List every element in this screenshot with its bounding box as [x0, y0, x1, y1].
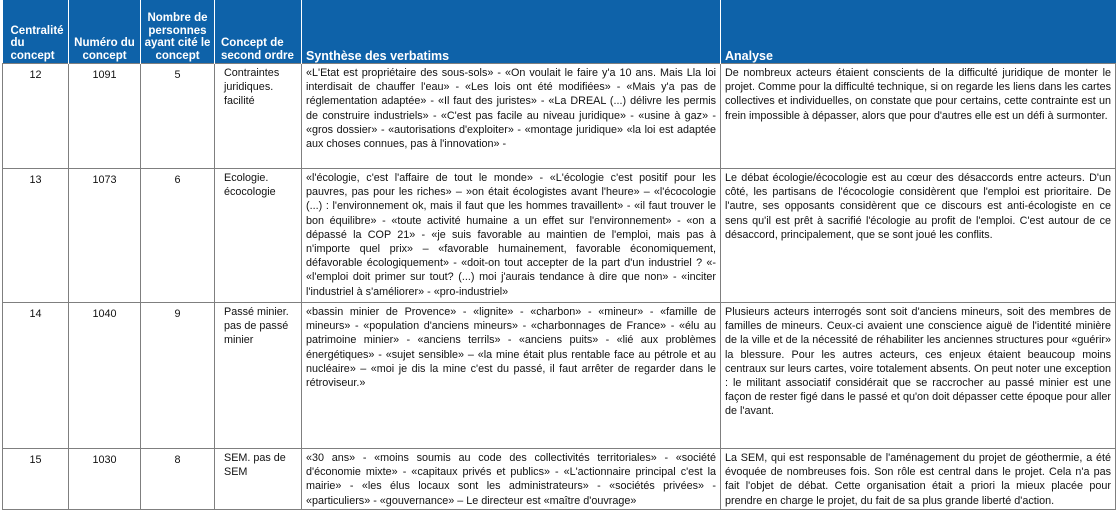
table-row [3, 64, 1116, 169]
cell-synthese: «30 ans» - «moins soumis au code des collectivités territoriales» - «société d'économie mixte» - «capitaux privés et publics» - «L'actionnaire principal c'est la mairie» - «les élus locaux sont les administrateurs» - «sociétés privées» - «particuliers» - «gouvernance» – Le directeur est «maître d'ouvrage» [302, 449, 721, 510]
cell-analyse: De nombreux acteurs étaient conscients de la difficulté juridique de monter le projet. Comme pour la difficulté technique, si on regarde les liens dans les cartes collectives et individuelles, on constate que pour certains, cette contrainte est un frein impossible à dépasser, alors que pour d'autres elle est un défi à surmonter. [721, 64, 1116, 169]
cell-analyse: Le débat écologie/écocologie est au cœur des désaccords entre acteurs. D'un côté, les partisans de l'écocologie considèrent que l'emploi est prioritaire. De l'autre, ses opposants considèrent que ce discours est anti-écologiste en ce sens qu'il est prêt à sacrifié l'écologie au profit de l'emploi. C'est autour de ce désaccord, principalement, que se sont joué les conflits. [721, 169, 1116, 303]
cell-nombre: 5 [141, 64, 215, 169]
cell-numero: 1030 [69, 449, 141, 510]
cell-synthese: «bassin minier de Provence» - «lignite» - «charbon» - «mineur» - «famille de mineurs» - «population d'anciens mineurs» - «charbonnages de France» - «élu au patrimoine minier» - «anciens terrils» - «anciens puits» - «lié aux problèmes énergétiques» - «sujet sensible» – «la mine était plus rentable face au pétrole et au nucléaire» – «moi je dis la mine c'est du passé, il faut arrêter de regarder dans le rétroviseur.» [302, 303, 721, 449]
cell-nombre: 9 [141, 303, 215, 449]
cell-analyse: Plusieurs acteurs interrogés sont soit d'anciens mineurs, soit des membres de familles de mineurs. Ceux-ci avaient une conscience aiguë de l'identité minière de la ville et de la nécessité de réhabiliter les anciennes structures pour «guérir» la blessure. Pour les autres acteurs, ces enjeux étaient beaucoup moins centraux sur leurs cartes, voire totalement absents. On peut noter une exception : le militant associatif considérait que se raccrocher au passé minier est une façon de rester figé dans le passé et qu'on doit dépasser cette époque pour aller de l'avant. [721, 303, 1116, 449]
header-numero: Numéro du concept [69, 0, 141, 64]
cell-concept: Ecologie. écocologie [215, 169, 302, 303]
cell-centralite: 15 [3, 449, 69, 510]
cell-numero: 1073 [69, 169, 141, 303]
cell-numero: 1040 [69, 303, 141, 449]
header-row [3, 0, 1116, 64]
cell-nombre: 8 [141, 449, 215, 510]
table-row [3, 303, 1116, 449]
cell-nombre: 6 [141, 169, 215, 303]
cell-concept: Passé minier. pas de passé minier [215, 303, 302, 449]
cell-numero: 1091 [69, 64, 141, 169]
table-row [3, 449, 1116, 510]
cell-analyse: La SEM, qui est responsable de l'aménagement du projet de géothermie, a été évoquée de nombreuses fois. Son rôle est central dans le projet. Cela n'a pas fait l'objet de débat. Cette organisation était a priori la mieux placée pour prendre en charge le projet, du fait de sa plus grande liberté d'action. [721, 449, 1116, 510]
cell-concept: Contraintes juridiques. facilité [215, 64, 302, 169]
table-row [3, 169, 1116, 303]
cell-centralite: 13 [3, 169, 69, 303]
cell-synthese: «l'écologie, c'est l'affaire de tout le monde» - «L'écologie c'est positif pour les pauvres, pas pour les riches» – »on était écologistes avant l'heure» – «l'écocologie (...) : l'environnement ok, mais il faut que les hommes travaillent» - «il faut trouver le bon équilibre» - «toute activité humaine a un effet sur l'environnement» - «on a dépassé la COP 21» - «je suis favorable au maintien de l'emploi, mais pas à n'importe quel prix» – «favorable humainement, favorable économiquement, défavorable écologiquement» - «doit-on tout accepter de la part d'un industriel ? «- «l'emploi doit primer sur tout? (...) moi j'aurais tendance à dire que non» - «inciter l'industriel à s'améliorer» - «pro-industriel» [302, 169, 721, 303]
cell-concept: SEM. pas de SEM [215, 449, 302, 510]
cell-centralite: 12 [3, 64, 69, 169]
concept-table [2, 0, 1116, 510]
cell-synthese: «L'Etat est propriétaire des sous-sols» - «On voulait le faire y'a 10 ans. Mais Lla loi interdisait de chauffer l'eau» - «Les lois ont été modifiées» - «Mais y'a pas de réglementation adaptée» - «Il faut des juristes» - «La DREAL (...) délivre les permis de construire industriels» - «C'est pas facile au niveau juridique» - «usine à gaz» - «gros dossier» - «autorisations d'exploiter» - «montage juridique» «la loi est adaptée aux choses connues, pas à l'innovation» - [302, 64, 721, 169]
header-concept: Concept de second ordre [215, 0, 302, 64]
header-nombre: Nombre de personnes ayant cité le concept [141, 0, 215, 64]
header-analyse: Analyse [721, 0, 1116, 64]
header-centralite: Centralité du concept [3, 0, 69, 64]
cell-centralite: 14 [3, 303, 69, 449]
header-synthese: Synthèse des verbatims [302, 0, 721, 64]
